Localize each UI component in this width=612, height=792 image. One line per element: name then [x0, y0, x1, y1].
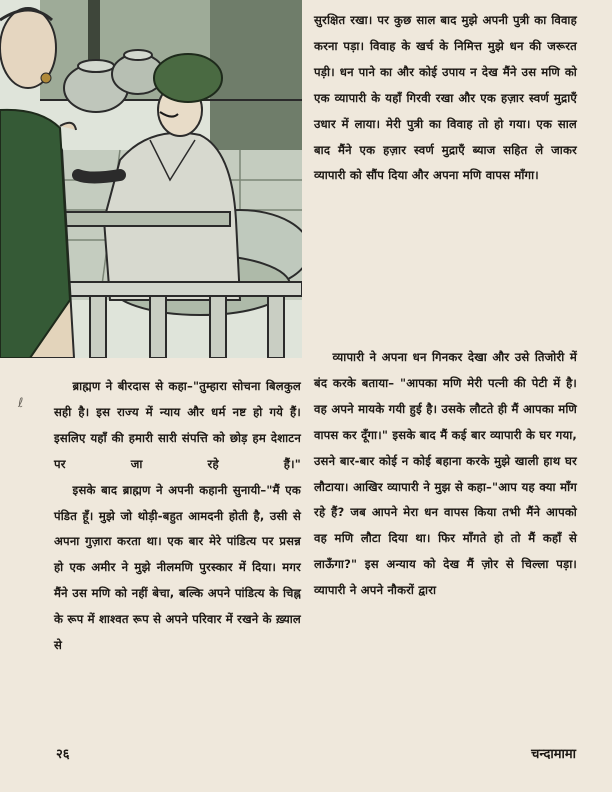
- text-line: थोड़ी-बहुत आमदनी होती है, उसी से: [137, 508, 301, 523]
- text-line: इसके बाद ब्राह्मण ने अपनी कहानी: [72, 482, 233, 497]
- text-line: से अपने परिवार में रखने के ख़्याल से: [54, 612, 301, 653]
- text-line: के घर गया, उसने बार-बार कोई न: [314, 427, 577, 468]
- text-line: पांडित्य पर प्रसन्न हो एक अमीर ने मुझे: [54, 534, 301, 575]
- text-line: उपाय न देख मैंने उस मणि को एक: [314, 64, 577, 105]
- text-line: उस मणि को नहीं बेचा, बल्कि अपने: [72, 586, 235, 601]
- paragraph: [54, 478, 301, 659]
- text-line: पांडित्य के चिह्न के रूप में शाश्वत रूप: [54, 586, 301, 627]
- text-line: लौटाया। आखिर व्यापारी ने मुझ से: [314, 479, 468, 494]
- text-line: "आपका मणि मेरी पत्नी की पेटी में: [399, 375, 567, 390]
- text-line: हज़ार स्वर्ण मुद्राएँ उधार में लाया।: [314, 90, 578, 131]
- text-line: जरूरत पड़ी। धन पाने का और कोई: [314, 38, 577, 79]
- text-line: में न्याय और धर्म नष्ट हो गये हैं।: [145, 404, 301, 419]
- text-line: दूँगा।" इसके बाद मैं कई बार व्यापारी: [361, 427, 527, 442]
- text-line: को छोड़ हम देशाटन पर जा रहे हैं।": [54, 430, 301, 471]
- page-number: २६: [56, 747, 70, 762]
- text-line: आपको वह मणि लौटा दिया था। फिर: [314, 505, 577, 546]
- text-line: पड़ा। व्यापारी ने अपने नौकरों द्वारा: [314, 557, 577, 598]
- text-line: सोचना बिलकुल सही है। इस राज्य: [54, 379, 301, 419]
- text-line: व्यापारी ने अपना धन गिनकर देखा: [332, 350, 493, 364]
- text-line: कोई बहाना करके मुझे खाली हाथ घर: [413, 453, 577, 468]
- text-line: माँगते हो तो मैं कहाँ से लाऊँगा?": [314, 531, 577, 572]
- story-illustration: [0, 0, 302, 358]
- text-line: सुरक्षित रखा। पर कुछ साल बाद: [314, 13, 462, 27]
- paragraph: [54, 374, 301, 478]
- text-line: व्यापारी के यहाँ गिरवी रखा और एक: [334, 90, 501, 105]
- text-line: मेरी पुत्री का विवाह तो हो गया।: [386, 116, 537, 131]
- text-line: आपने मेरा धन वापस किया तभी मैंने: [371, 505, 547, 520]
- text-line: इस अन्याय को देख मैं ज़ोर से चिल्ला: [364, 557, 557, 572]
- text-line: मुझे अपनी पुत्री का विवाह करना पड़ा।: [314, 13, 577, 53]
- text-line: एक साल बाद मैंने एक हज़ार स्वर्ण: [314, 116, 577, 157]
- text-line: मुद्राएँ ब्याज सहित ले जाकर व्यापारी: [314, 142, 577, 183]
- text-line: को सौंप दिया और अपना मणि वापस: [349, 168, 515, 183]
- text-line: नीलमणि पुरस्कार में दिया। मगर मैंने: [54, 560, 301, 601]
- text-line: और उसे तिजोरी में बंद करके बताया–: [314, 350, 577, 390]
- margin-mark: ℓ: [18, 396, 24, 411]
- text-line: विवाह के खर्च के निमित्त मुझे धन की: [369, 38, 548, 53]
- text-line: इसलिए यहाँ की हमारी सारी संपत्ति: [54, 430, 213, 445]
- left-column: [54, 374, 301, 659]
- right-column-bottom: [314, 345, 577, 604]
- text-line: सुनायी–"मैं एक पंडित हूँ। मुझे जो: [54, 482, 301, 523]
- magazine-name: चन्दामामा: [531, 747, 576, 762]
- text-line: माँगा।: [514, 168, 539, 183]
- text-line: अपना गुज़ारा करता था। एक बार मेरे: [54, 534, 227, 549]
- text-line: कहा–"आप यह क्या माँग रहे हैं? जब: [314, 479, 577, 520]
- text-line: लौटते ही मैं आपका मणि वापस कर: [314, 401, 577, 442]
- text-line: है। वह अपने मायके गयी हुई है। उसके: [314, 375, 578, 416]
- text-line: ब्राह्मण ने बीरदास से कहा–"तुम्हारा: [72, 379, 233, 393]
- right-column-top: [314, 8, 577, 189]
